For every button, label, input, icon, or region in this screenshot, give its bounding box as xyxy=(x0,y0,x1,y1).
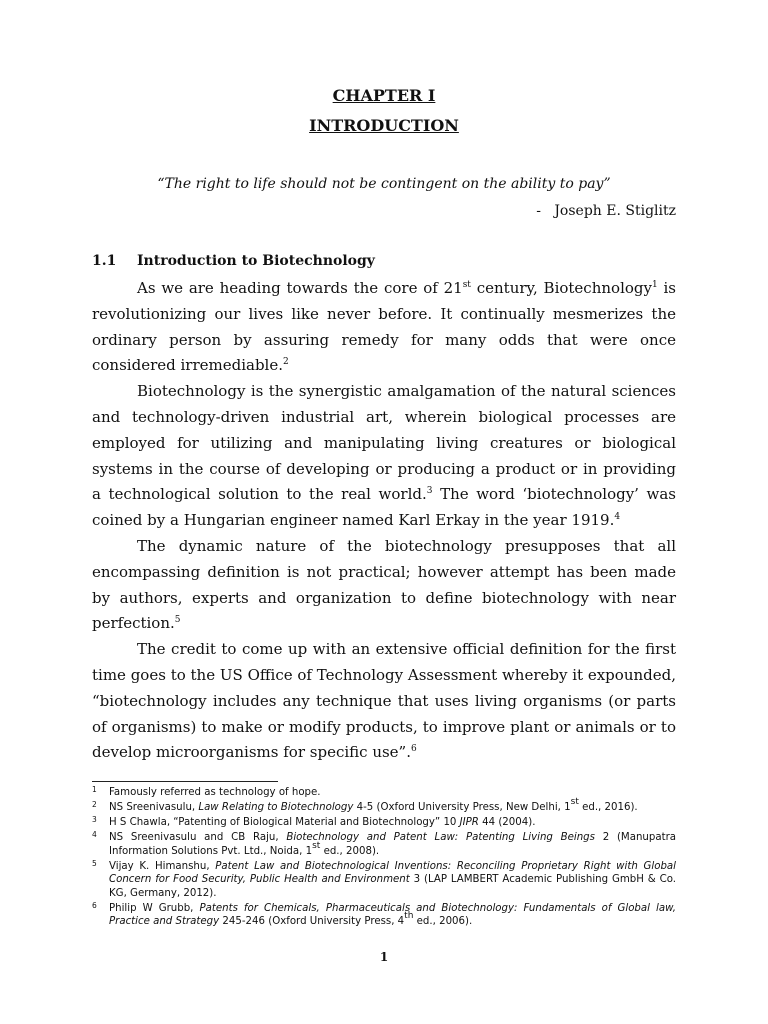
footnotes xyxy=(92,786,676,930)
epigraph-attribution: - Joseph E. Stiglitz xyxy=(536,203,676,219)
paragraph xyxy=(92,637,676,766)
paragraph-text: The dynamic nature of the biotechnology presupposes that all encompassing definition is not practical; however attempt has been made by authors, experts and organization to define biotechnology with near perfection. xyxy=(92,536,676,633)
footnote-text: Philip W Grubb, xyxy=(109,902,200,914)
footnote-text: 3 (LAP LAMBERT Academic Publishing GmbH & Co. KG, Germany, 2012). xyxy=(109,874,676,899)
footnote-text: ed., 2006). xyxy=(413,916,473,927)
ordinal-suffix: st xyxy=(570,797,579,807)
footnote-text: Famously referred as technology of hope. xyxy=(109,787,321,798)
footnote-number: 1 xyxy=(92,785,97,794)
ordinal-suffix: st xyxy=(462,280,471,290)
footnote-journal: JIPR xyxy=(459,817,479,828)
section-title: Introduction to Biotechnology xyxy=(137,253,375,269)
paragraph-text: is revolutionizing our lives like never before. It continually mesmerizes the ordinary person by assuring remedy for many odds that were once considered irremediable. xyxy=(92,279,676,375)
footnote xyxy=(92,860,676,901)
footnote-text: ed., 2008). xyxy=(320,845,380,857)
footnote-book-title: Patents for Chemicals, Pharmaceuticals and Biotechnology: Fundamentals of Global law, Practice and Strategy xyxy=(109,902,676,927)
footnote-number: 6 xyxy=(92,900,97,910)
footnote xyxy=(92,831,676,858)
paragraph xyxy=(92,276,676,379)
footnote-ref[interactable]: 5 xyxy=(174,615,181,626)
footnote xyxy=(92,797,676,815)
footnote-text: Vijay K. Himanshu, xyxy=(109,860,216,872)
footnote-number: 5 xyxy=(92,858,97,868)
footnote-book-title: Law Relating to Biotechnology xyxy=(198,802,354,813)
footnote-text: 245-246 (Oxford University Press, 4 xyxy=(219,916,405,927)
footnote-text: NS Sreenivasulu, xyxy=(109,802,199,813)
section-number: 1.1 xyxy=(92,253,117,269)
paragraph-text: As we are heading towards the core of 21 xyxy=(137,279,463,297)
paragraph-text: century, Biotechnology xyxy=(470,279,652,297)
footnote-ref[interactable]: 4 xyxy=(614,512,621,523)
footnote xyxy=(92,786,676,800)
footnote-number: 4 xyxy=(92,830,97,839)
paragraph-text: The credit to come up with an extensive official definition for the first time goes to the US Office of Technology Assessment whereby it expounded, “biotechnology includes any technique that uses living organisms (or parts of organisms) to make or modify products, to improve plant or animals or to develop microorganisms for specific use”. xyxy=(92,640,676,762)
footnote-text: 2 (Manupatra Information Solutions Pvt. Ltd., Noida, 1 xyxy=(109,832,677,857)
page-number: 1 xyxy=(379,950,389,964)
footnote-ref[interactable]: 6 xyxy=(410,744,417,755)
footnote xyxy=(92,816,676,830)
footnote-divider xyxy=(92,781,278,782)
footnote-text: NS Sreenivasulu and CB Raju, xyxy=(109,832,287,843)
footnote-book-title: Biotechnology and Patent Law: Patenting Living Beings xyxy=(286,832,595,843)
ordinal-suffix: st xyxy=(312,840,321,851)
footnote-number: 3 xyxy=(92,815,97,824)
chapter-title: INTRODUCTION xyxy=(309,116,459,135)
footnote-text: 44 (2004). xyxy=(478,817,536,828)
footnote-ref[interactable]: 2 xyxy=(283,357,289,368)
paragraph-text: Biotechnology is the synergistic amalgamation of the natural sciences and technology-driven industrial art, wherein biological processes are employed for utilizing and manipulating living creatures or biological systems in the course of developing or producing a product or in providing a technological solution to the real world. xyxy=(92,382,676,504)
footnote xyxy=(92,902,676,929)
body-text xyxy=(92,276,676,766)
footnote-text: 4-5 (Oxford University Press, New Delhi, 1 xyxy=(353,802,571,813)
paragraph xyxy=(92,379,676,534)
footnote-text: ed., 2016). xyxy=(578,802,638,813)
footnote-ref[interactable]: 1 xyxy=(651,280,658,290)
ordinal-suffix: th xyxy=(404,911,414,921)
footnote-book-title: Patent Law and Biotechnological Inventions: Reconciling Proprietary Right with Global Concern for Food Security, Public Health and Environment xyxy=(109,860,676,885)
paragraph xyxy=(92,534,676,637)
section-heading xyxy=(92,253,375,269)
chapter-heading: CHAPTER I xyxy=(332,86,436,105)
footnote-ref[interactable]: 3 xyxy=(426,486,433,497)
footnote-text: H S Chawla, “Patenting of Biological Material and Biotechnology” 10 xyxy=(109,817,460,828)
footnote-number: 2 xyxy=(92,800,97,809)
paragraph-text: The word ‘biotechnology’ was coined by a Hungarian engineer named Karl Erkay in the year 1919. xyxy=(92,485,677,530)
epigraph-quote: “The right to life should not be contingent on the ability to pay” xyxy=(157,176,611,192)
